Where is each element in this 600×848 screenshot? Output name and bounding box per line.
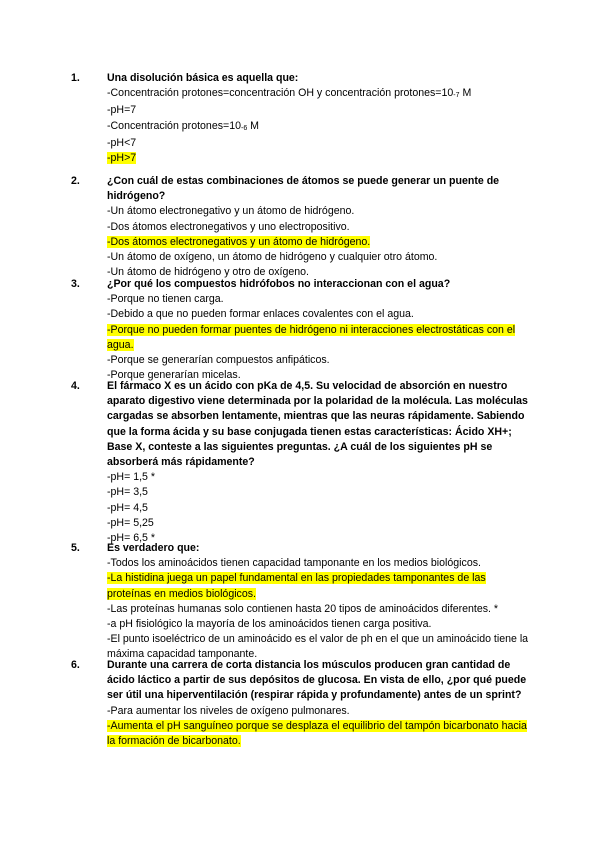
question-number: 3. <box>71 278 80 290</box>
answer-option: -Porque se generarían compuestos anfipáticos. <box>107 354 330 367</box>
question-2 <box>71 174 529 280</box>
question-text: Durante una carrera de corta distancia los músculos producen gran cantidad de ácido láctico a partir de sus depósitos de glucosa. En vista de ello, ¿por qué puede ser útil una hiperventilación (respirar rápida y profundamente) antes de un sprint? <box>107 659 527 702</box>
answer-option: -Porque generarían micelas. <box>107 369 241 382</box>
answer-option: -Un átomo de hidrógeno y otro de oxígeno. <box>107 266 310 279</box>
answer-option-highlighted: -La histidina juega un papel fundamental en las propiedades tamponantes de las proteínas en medios biológicos. <box>107 572 486 600</box>
question-6 <box>71 658 529 749</box>
answer-option-highlighted: -Aumenta el pH sanguíneo porque se desplaza el equilibrio del tampón bicarbonato hacia la formación de bicarbonato. <box>107 719 527 748</box>
answer-option: -Para aumentar los niveles de oxígeno pulmonares. <box>107 704 350 717</box>
question-number: 4. <box>71 380 80 392</box>
question-text: Es verdadero que: <box>107 542 200 554</box>
answer-option: -pH= 4,5 <box>107 501 148 514</box>
question-text: El fármaco X es un ácido con pKa de 4,5. Su velocidad de absorción en nuestro aparato digestivo viene determinada por la polaridad de la molécula. Las moléculas cargadas se absorben lentamente, mientras que las neuras rápidamente. Sabiendo que la forma ácida y su base conjugada tienen estas características: Ácido XH+; Base X, conteste a las siguientes preguntas. ¿A cuál de los siguientes pH se absorberá más rápidamente? <box>107 380 528 469</box>
answer-option: -pH= 5,25 <box>107 516 154 529</box>
question-number: 5. <box>71 542 80 554</box>
answer-option: -pH<7 <box>107 136 137 149</box>
question-text: ¿Con cuál de estas combinaciones de átomos se puede generar un puente de hidrógeno? <box>107 175 500 203</box>
question-3 <box>71 277 529 383</box>
answer-option: -Debido a que no pueden formar enlaces covalentes con el agua. <box>107 308 414 321</box>
question-5 <box>71 541 529 663</box>
answer-option: -El punto isoeléctrico de un aminoácido es el valor de ph en el que un aminoácido tiene la máxima capacidad tamponante. <box>107 633 529 661</box>
answer-option: -Concentración protones=concentración OH y concentración $protones=10_{-7}$ M <box>107 87 472 100</box>
answer-option: -Todos los aminoácidos tienen capacidad tamponante en los medios biológicos. <box>107 557 481 570</box>
question-text: Una disolución básica es aquella que: <box>107 72 299 84</box>
answer-option: -pH=7 <box>107 104 137 117</box>
question-number: 6. <box>71 659 80 671</box>
answer-option: -Las proteínas humanas solo contienen hasta 20 tipos de aminoácidos diferentes. * <box>107 602 499 615</box>
answer-option-highlighted: -Dos átomos electronegativos y un átomo de hidrógeno. <box>107 235 371 248</box>
answer-option-highlighted: -pH>7 <box>107 152 137 165</box>
question-1 <box>71 71 529 166</box>
answer-option: -a pH fisiológico la mayoría de los aminoácidos tienen carga positiva. <box>107 618 432 631</box>
answer-option: -Concentración $protones=10_{-6}$ M <box>107 119 259 132</box>
answer-option: -pH= 6,5 * <box>107 532 155 545</box>
question-number: 2. <box>71 175 80 187</box>
question-number: 1. <box>71 72 80 84</box>
answer-option: -Dos átomos electronegativos y uno electropositivo. <box>107 220 350 233</box>
answer-option-highlighted: -Porque no pueden formar puentes de hidrógeno ni interacciones electrostáticas con el agua. <box>107 323 516 351</box>
question-text: ¿Por qué los compuestos hidrófobos no interaccionan con el agua? <box>107 278 451 290</box>
answer-option: -pH= 3,5 <box>107 486 148 499</box>
answer-option: -Porque no tienen carga. <box>107 293 224 306</box>
answer-option: -Un átomo electronegativo y un átomo de hidrógeno. <box>107 205 355 218</box>
answer-option: -Un átomo de oxígeno, un átomo de hidrógeno y cualquier otro átomo. <box>107 251 438 264</box>
question-4 <box>71 379 529 546</box>
answer-option: -pH= 1,5 * <box>107 471 155 484</box>
